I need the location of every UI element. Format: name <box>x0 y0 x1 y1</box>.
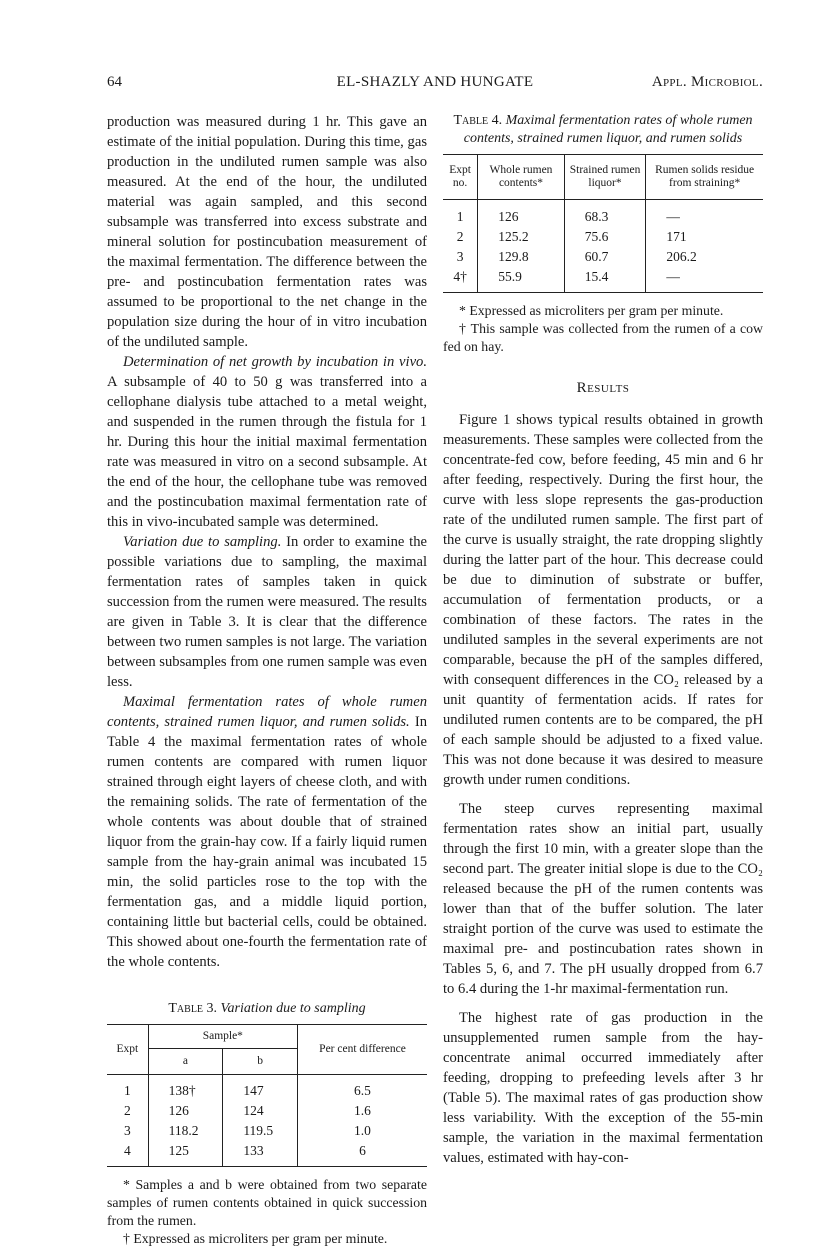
running-title: EL-SHAZLY AND HUNGATE <box>336 74 534 90</box>
table-row <box>107 1101 427 1121</box>
table-3-cell-a: 126 <box>148 1101 223 1121</box>
table-4-caption <box>443 112 763 148</box>
page-number: 64 <box>107 74 122 90</box>
table-3-col-a: a <box>148 1049 223 1075</box>
table-3-cell-a: 125 <box>148 1141 223 1167</box>
left-column <box>107 112 427 1248</box>
table-row <box>443 227 763 247</box>
table-3-cell-diff: 1.6 <box>354 1102 371 1118</box>
table-4-col-solids: Rumen solids residue from straining* <box>655 164 755 189</box>
table-4-label: Table 4. <box>453 113 503 128</box>
table-4-cell-whole: 129.8 <box>478 247 565 267</box>
table-4-cell-strained: 60.7 <box>564 247 646 267</box>
table-3-cell-expt: 3 <box>107 1121 148 1141</box>
table-4-cell-solids: 171 <box>666 228 687 244</box>
table-3-cell-diff: 6.5 <box>354 1082 371 1098</box>
table-3-cell-b: 133 <box>223 1141 298 1167</box>
paragraph-in-vivo-title: Determination of net growth by incubation in vivo. <box>123 354 427 370</box>
table-4-cell-whole: 125.2 <box>478 227 565 247</box>
table-row <box>443 207 763 227</box>
table-4-cell-strained: 68.3 <box>564 207 646 227</box>
table-3-cell-diff: 6 <box>359 1142 366 1158</box>
page-header <box>107 74 763 96</box>
table-4-cell-strained: 75.6 <box>564 227 646 247</box>
table-4-cell-solids: 206.2 <box>666 248 697 264</box>
table-4-cell-whole: 126 <box>478 207 565 227</box>
table-4 <box>443 112 763 356</box>
paragraph-results-2: The steep curves representing maximal fermentation rates show an initial part, usually through the first 10 min, with a greater slope than the second part. The greater initial slope is due to the CO₂ released because the pH of the rumen contents was lower than that of the buffer solution. The later straight portion of the curve was used to estimate the maximal pre- and postincubation rates shown in Tables 5, 6, and 7. The pH usually dropped from 6.7 to 6.4 during the 1-hr maximal-fermentation run. <box>443 800 763 997</box>
table-4-title: Maximal fermentation rates of whole rumen contents, strained rumen liquor, and rumen solids <box>463 113 753 146</box>
table-3-cell-b: 119.5 <box>223 1121 298 1141</box>
table-3-cell-a: 138† <box>148 1081 223 1101</box>
table-3-cell-expt: 2 <box>107 1101 148 1121</box>
right-column <box>443 112 763 1168</box>
table-3-title: Variation due to sampling <box>220 1001 366 1016</box>
paragraph-sampling-title: Variation due to sampling. <box>123 534 282 550</box>
table-3-label: Table 3. <box>168 1001 218 1016</box>
table-4-col-strained: Strained rumen liquor* <box>564 155 646 200</box>
table-3-cell-expt: 1 <box>107 1081 148 1101</box>
table-row <box>107 1081 427 1101</box>
table-3-footnote-2: † Expressed as microliters per gram per minute. <box>123 1230 388 1246</box>
paragraph-maximal-rates <box>107 692 427 972</box>
table-4-cell-expt: 2 <box>443 227 478 247</box>
table-3-footnote-1: * Samples a and b were obtained from two separate samples of rumen contents obtained in quick succession from the rumen. <box>107 1176 427 1228</box>
table-3-col-expt: Expt <box>107 1025 148 1075</box>
table-row <box>443 247 763 267</box>
table-3-col-sample: Sample* <box>148 1025 297 1049</box>
table-row <box>107 1121 427 1141</box>
table-3-cell-a: 118.2 <box>148 1121 223 1141</box>
table-4-cell-whole: 55.9 <box>478 267 565 293</box>
paragraph-sampling <box>107 532 427 692</box>
table-3-caption <box>107 1000 427 1018</box>
table-4-footnote-2: † This sample was collected from the rumen of a cow fed on hay. <box>443 320 763 354</box>
table-4-col-whole: Whole rumen contents* <box>478 155 565 200</box>
table-3 <box>107 1000 427 1248</box>
paragraph-population: production was measured during 1 hr. This gave an estimate of the initial population. During this time, gas production in the undiluted rumen sample was also measured. At the end of the hour, the undiluted material was again sampled, and this second subsample was transferred into excess substrate and mineral solution for postincubation measurement of the maximal fermentation. The difference between the pre- and postincubation fermentation rates was assumed to be proportional to the net change in the population size during the hour of in vitro incubation of the undiluted sample. <box>107 114 427 350</box>
paragraph-sampling-body: In order to examine the possible variations due to sampling, the maximal fermentation rates of samples taken in quick succession from the rumen were measured. The results are given in Table 3. It is clear that the difference between two rumen samples is not large. The variation between subsamples from one rumen sample was even less. <box>107 534 427 690</box>
table-3-cell-b: 147 <box>223 1081 298 1101</box>
table-row <box>443 267 763 293</box>
paragraph-maximal-rates-body: In Table 4 the maximal fermentation rates of whole rumen contents are compared with rumen liquor strained through eight layers of cheese cloth, and with the remaining solids. The rate of fermentation of the whole contents was about double that of strained liquor from the grain-hay cow. If a fairly liquid rumen sample from the hay-grain animal was incubated 15 min, the solid particles rose to the top with the fermentation gas, and a middle liquid portion, containing little but bacterial cells, could be obtained. This showed about one-fourth the fermentation rate of the whole contents. <box>107 714 427 970</box>
table-4-cell-expt: 1 <box>443 207 478 227</box>
table-3-col-diff: Per cent difference <box>297 1025 427 1075</box>
table-4-grid <box>443 154 763 293</box>
table-4-cell-expt: 3 <box>443 247 478 267</box>
table-3-grid <box>107 1024 427 1167</box>
paragraph-in-vivo <box>107 352 427 532</box>
table-3-cell-diff: 1.0 <box>354 1122 371 1138</box>
results-heading: Results <box>576 379 630 396</box>
journal-name: Appl. Microbiol. <box>651 74 763 90</box>
table-3-col-b: b <box>223 1049 298 1075</box>
table-3-cell-expt: 4 <box>107 1141 148 1167</box>
table-4-cell-solids: — <box>666 208 680 224</box>
table-4-footnote-1: * Expressed as microliters per gram per minute. <box>459 302 724 318</box>
table-row <box>107 1141 427 1167</box>
table-4-col-expt: Expt no. <box>443 155 478 200</box>
table-3-cell-b: 124 <box>223 1101 298 1121</box>
table-4-cell-expt: 4† <box>443 267 478 293</box>
paragraph-in-vivo-body: A subsample of 40 to 50 g was transferred into a cellophane dialysis tube attached to a metal weight, and suspended in the rumen through the fistula for 1 hr. During this hour the initial maximal fermentation rate was measured in vitro on a second subsample. At the end of the hour, the cellophane tube was removed and the postincubation maximal fermentation rate of this in vivo-incubated sample was determined. <box>107 374 427 530</box>
table-4-cell-solids: — <box>666 268 680 284</box>
paragraph-results-1: Figure 1 shows typical results obtained in growth measurements. These samples were collected from the concentrate-fed cow, before feeding, 45 min and 6 hr after feeding, respectively. During the first hour, the curve with less slope represents the gas-production rate of the undiluted rumen sample. The first part of the curve is usually straight, the rate dropping slightly during the latter part of the hour. This decrease could be due to diminution of substrate or buffer, accumulation of fermentation products, or a combination of these factors. The rates in the undiluted samples in the several experiments are not comparable, because the pH of the samples differed, with consequent differences in the CO₂ released by a unit quantity of fermentation acids. If rates for undiluted rumen contents are to be compared, the pH of each sample should be adjusted to a fixed value. This was not done because it was desired to measure growth under rumen conditions. <box>443 411 763 788</box>
table-4-cell-strained: 15.4 <box>564 267 646 293</box>
paragraph-results-3: The highest rate of gas production in the unsupplemented rumen sample from the hay-concentrate animal occurred immediately after feeding, dropping to prefeeding levels after 3 hr (Table 5). The maximal rates of gas production show less variability. With the exception of the 55-min sample, the variation in the maximal fermentation values, estimated with hay-con- <box>443 1009 763 1166</box>
paragraph-maximal-rates-title: Maximal fermentation rates of whole rumen contents, strained rumen liquor, and rumen solids. <box>107 694 427 730</box>
